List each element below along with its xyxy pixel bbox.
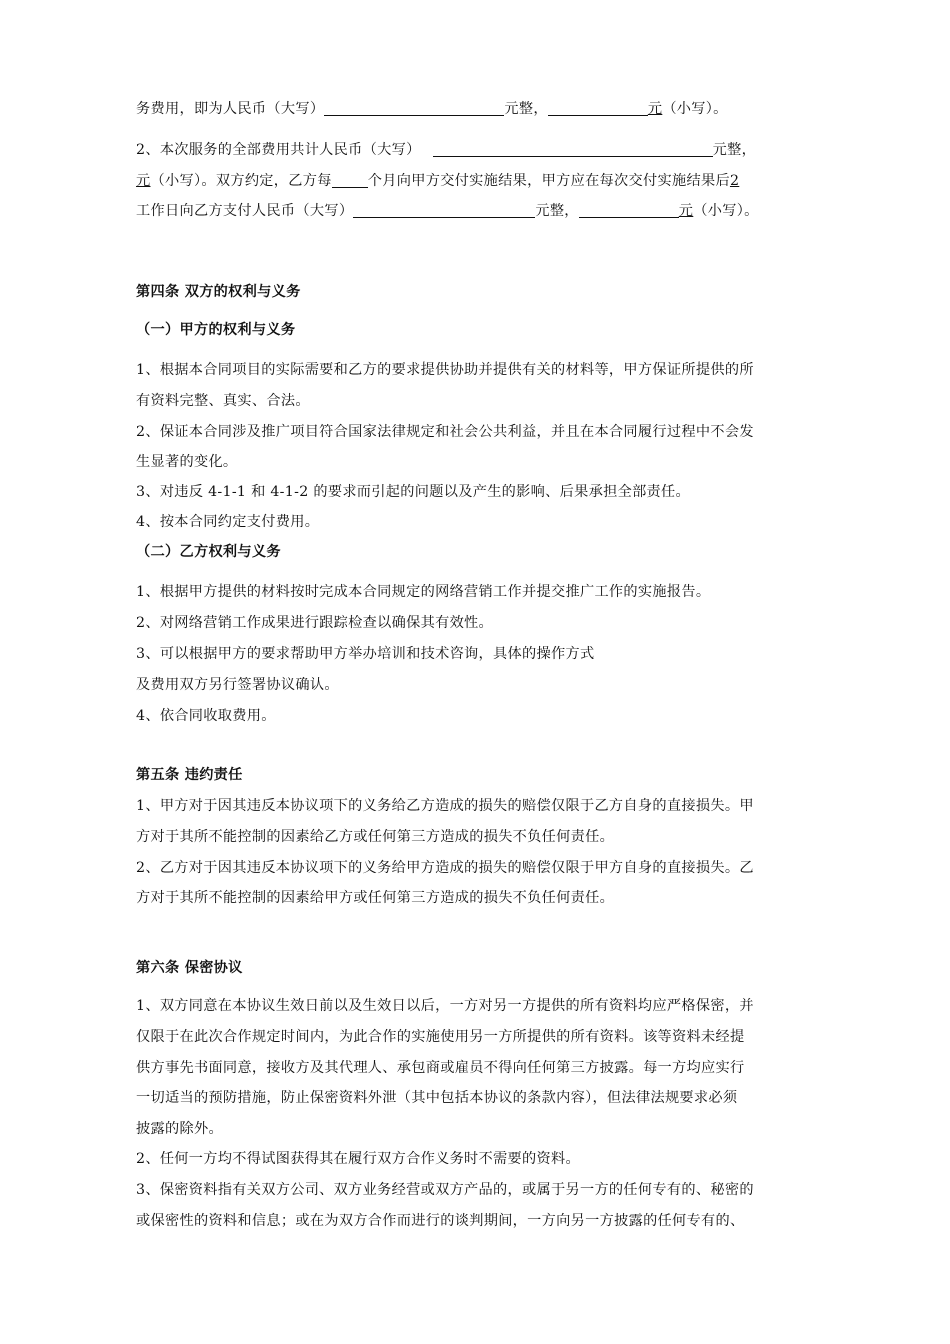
clause-text: 仅限于在此次合作规定时间内，为此合作的实施使用另一方所提供的所有资料。该等资料未经提	[136, 1029, 745, 1045]
fee-line-3	[136, 171, 854, 191]
blank-field	[579, 201, 679, 218]
clause-text: 一切适当的预防措施，防止保密资料外泄（其中包括本协议的条款内容），但法律法规要求必须	[136, 1090, 738, 1106]
clause-text: 2、对网络营销工作成果进行跟踪检查以确保其有效性。	[136, 615, 494, 631]
text: 元	[136, 173, 151, 189]
text: 元整，	[504, 101, 548, 117]
clause-text: 2、保证本合同涉及推广项目符合国家法律规定和社会公共利益，并且在本合同履行过程中不会发	[136, 424, 754, 440]
fee-line-2	[136, 140, 854, 160]
blank-field	[548, 99, 648, 116]
text: 工作日向乙方支付人民币（大写）	[136, 203, 354, 219]
subsection-1-title: （一）甲方的权利与义务	[136, 322, 296, 338]
text: （小写）。双方约定，乙方每	[150, 173, 332, 189]
text: 元	[647, 101, 663, 117]
clause-text: 4、按本合同约定支付费用。	[136, 514, 320, 530]
blank-field	[353, 201, 535, 218]
clause-text: 2、任何一方均不得试图获得其在履行双方合作义务时不需要的资料。	[136, 1151, 580, 1167]
clause-text: 供方事先书面同意，接收方及其代理人、承包商或雇员不得向任何第三方披露。每一方均应实行	[136, 1060, 745, 1076]
clause-text: 或保密性的资料和信息；或在为双方合作而进行的谈判期间，一方向另一方披露的任何专有的、	[136, 1213, 745, 1229]
blank-field	[332, 171, 368, 188]
text: （小写）。	[662, 101, 728, 117]
clause-text: 1、根据甲方提供的材料按时完成本合同规定的网络营销工作并提交推广工作的实施报告。	[136, 584, 711, 600]
clause-text: 披露的除外。	[136, 1121, 223, 1137]
clause-text: 3、保密资料指有关双方公司、双方业务经营或双方产品的，或属于另一方的任何专有的、秘密的	[136, 1182, 754, 1198]
clause-text: 1、双方同意在本协议生效日前以及生效日以后，一方对另一方提供的所有资料均应严格保密，并	[136, 998, 754, 1014]
fee-line-1	[136, 99, 854, 119]
clause-text: 1、根据本合同项目的实际需要和乙方的要求提供协助并提供有关的材料等，甲方保证所提供的所	[136, 362, 754, 378]
text: 2	[729, 173, 740, 189]
text: 务费用，即为人民币（大写）	[136, 101, 325, 117]
clause-text: 2、乙方对于因其违反本协议项下的义务给甲方造成的损失的赔偿仅限于甲方自身的直接损失。乙	[136, 860, 754, 876]
text: 个月向甲方交付实施结果，甲方应在每次交付实施结果后	[367, 173, 730, 189]
clause-text: 生显著的变化。	[136, 454, 238, 470]
section-5-title: 第五条 违约责任	[136, 767, 243, 783]
fee-line-4	[136, 201, 854, 221]
clause-text: 1、甲方对于因其违反本协议项下的义务给乙方造成的损失的赔偿仅限于乙方自身的直接损失。甲	[136, 798, 754, 814]
subsection-2-title: （二）乙方权利与义务	[136, 544, 281, 560]
text: 元整，	[535, 203, 579, 219]
clause-text: 及费用双方另行签署协议确认。	[136, 677, 339, 693]
blank-field	[433, 140, 713, 157]
clause-text: 3、对违反 4-1-1 和 4-1-2 的要求而引起的问题以及产生的影响、后果承担全部责任。	[136, 484, 691, 500]
clause-text: 有资料完整、真实、合法。	[136, 393, 310, 409]
text: 元整，	[712, 142, 757, 158]
blank-field	[324, 99, 504, 116]
clause-text: 方对于其所不能控制的因素给乙方或任何第三方造成的损失不负任何责任。	[136, 829, 615, 845]
section-4-title: 第四条 双方的权利与义务	[136, 284, 301, 300]
clause-text: 4、依合同收取费用。	[136, 708, 276, 724]
text: 2、本次服务的全部费用共计人民币（大写）	[136, 142, 421, 158]
text: 元	[678, 203, 694, 219]
clause-text: 方对于其所不能控制的因素给甲方或任何第三方造成的损失不负任何责任。	[136, 890, 615, 906]
section-6-title: 第六条 保密协议	[136, 960, 243, 976]
text: （小写）。	[693, 203, 759, 219]
clause-text: 3、可以根据甲方的要求帮助甲方举办培训和技术咨询，具体的操作方式	[136, 646, 595, 662]
